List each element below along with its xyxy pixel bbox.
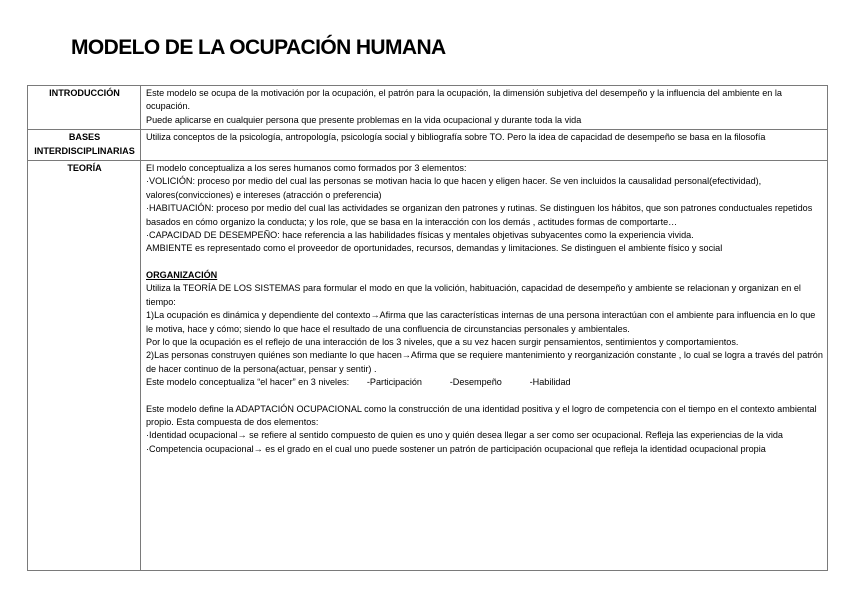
row-label-teoria: TEORÍA — [28, 161, 141, 571]
spacer — [146, 256, 823, 269]
paragraph: Por lo que la ocupación es el reflejo de una interacción de los 3 niveles, que a su vez hacen surgir pensamientos, sentimientos y comportamientos. — [146, 336, 739, 347]
row-content-introduccion — [141, 86, 828, 130]
content-table — [27, 85, 828, 571]
paragraph: ·Competencia ocupacional→ es el grado en el cual uno puede sostener un patrón de participación ocupacional que refleja la identidad ocupacional propia — [146, 443, 766, 454]
paragraph: El modelo conceptualiza a los seres humanos como formados por 3 elementos: — [146, 163, 467, 174]
paragraph: ·VOLICIÓN: proceso por medio del cual las personas se motivan hacia lo que hacen y eligen hacer. Se ven incluidos la causalidad personal(efectividad), valores(convicciones) e intereses (atracción o preferencia) — [146, 176, 762, 200]
paragraph: Este modelo define la ADAPTACIÓN OCUPACIONAL como la construcción de una identidad positiva y el logro de competencia con el tiempo en el contexto ambiental propio. Esta compuesta de dos elementos: — [146, 403, 817, 427]
paragraph: Utiliza la TEORÍA DE LOS SISTEMAS para formular el modo en que la volición, habituación, capacidad de desempeño y ambiente se relacionan y organizan en el tiempo: — [146, 283, 801, 307]
paragraph: 2)Las personas construyen quiénes son mediante lo que hacen→Afirma que se requiere mantenimiento y reorganización constante , lo cual se logra a través del patrón de hacer continuo de la persona(actuar, pensar y sentir) . — [146, 350, 823, 374]
row-content-bases — [141, 130, 828, 161]
paragraph: ·Identidad ocupacional→ se refiere al sentido compuesto de quien es uno y quién desea llegar a ser como ser ocupacional. Refleja las experiencias de la vida — [146, 430, 783, 441]
paragraph: Puede aplicarse en cualquier persona que presente problemas en la vida ocupacional y durante toda la vida — [146, 114, 582, 125]
spacer — [146, 390, 823, 403]
table-row-teoria — [28, 161, 828, 571]
section-heading-organizacion: ORGANIZACIÓN — [146, 269, 218, 280]
table-row-introduccion — [28, 86, 828, 130]
paragraph: Este modelo conceptualiza “el hacer” en 3 niveles: -Participación -Desempeño -Habilidad — [146, 377, 571, 388]
paragraph: AMBIENTE es representado como el proveedor de oportunidades, recursos, demandas y limitaciones. Se distinguen el ambiente físico y social — [146, 243, 723, 254]
paragraph: ·HABITUACIÓN: proceso por medio del cual las actividades se organizan den patrones y rutinas. Se distinguen los hábitos, que son patrones conductuales repetidos basados en cómo organizo la conducta; y los role, que se basa en la interacción con los demás , actitudes formas de comportarte… — [146, 203, 813, 227]
paragraph: 1)La ocupación es dinámica y dependiente del contexto→Afirma que las características internas de una persona interactúan con el ambiente para influencia en lo que le motiva, hace y cómo; siendo lo que hace el resultado de una confluencia de circunstancias personales y ambientales. — [146, 310, 816, 334]
paragraph: Utiliza conceptos de la psicología, antropología, psicología social y bibliografía sobre TO. Pero la idea de capacidad de desempeño se basa en la filosofía — [146, 132, 766, 143]
row-label-introduccion: INTRODUCCIÓN — [28, 86, 141, 130]
document-title: MODELO DE LA OCUPACIÓN HUMANA — [71, 36, 446, 59]
row-label-bases: BASES INTERDISCIPLINARIAS — [28, 130, 141, 161]
row-content-teoria — [141, 161, 828, 571]
paragraph: ·CAPACIDAD DE DESEMPEÑO: hace referencia a las habilidades físicas y mentales objetivas subyacentes como la experiencia vivida. — [146, 230, 694, 241]
table-row-bases — [28, 130, 828, 161]
paragraph: Este modelo se ocupa de la motivación por la ocupación, el patrón para la ocupación, la dimensión subjetiva del desempeño y la influencia del ambiente en la ocupación. — [146, 88, 782, 112]
